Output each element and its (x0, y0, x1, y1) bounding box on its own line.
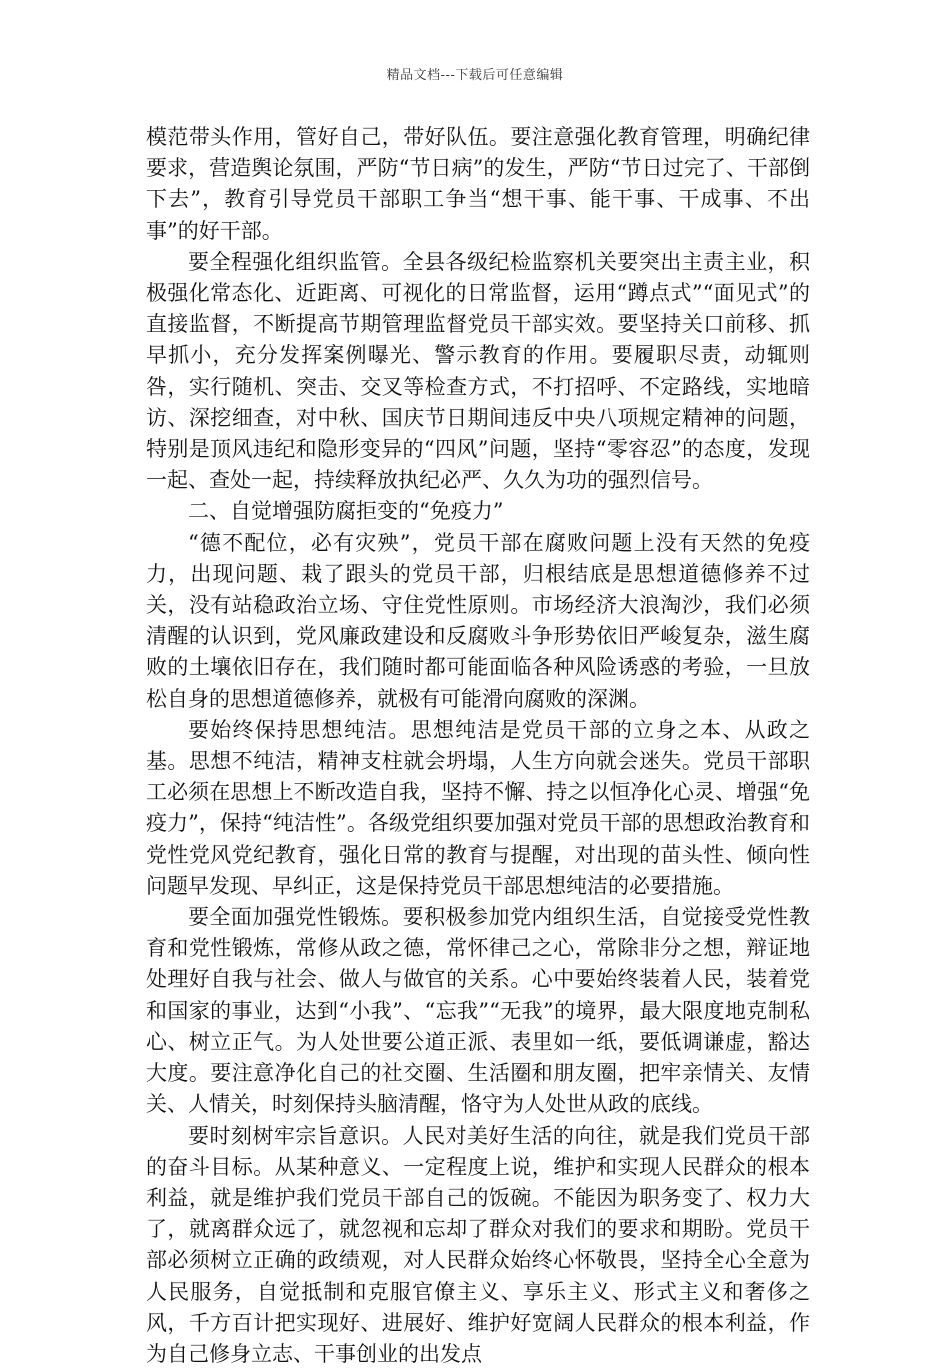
paragraph-organization-supervision: 要全程强化组织监管。全县各级纪检监察机关要突出主责主业，积极强化常态化、近距离、可视化的日常监督，运用“蹲点式”“面见式”的直接监督，不断提高节期管理监督党员干部实效。要坚持关口前移、抓早抓小，充分发挥案例曝光、警示教育的作用。要履职尽责，动辄则咎，实行随机、突击、交叉等检查方式，不打招呼、不定路线，实地暗访、深挖细查，对中秋、国庆节日期间违反中央八项规定精神的问题，特别是顶风违纪和隐形变异的“四风”问题，坚持“零容忍”的态度，发现一起、查处一起，持续释放执纪必严、久久为功的强烈信号。 (146, 247, 810, 497)
paragraph-party-spirit: 要全面加强党性锻炼。要积极参加党内组织生活，自觉接受党性教育和党性锻炼，常修从政之德，常怀律己之心，常除非分之想，辩证地处理好自我与社会、做人与做官的关系。心中要始终装着人民，装着党和国家的事业，达到“小我”、“忘我”“无我”的境界，最大限度地克制私心、树立正气。为人处世要公道正派、表里如一纸，要低调谦虚，豁达大度。要注意净化自己的社交圈、生活圈和朋友圈，把牢亲情关、友情关、人情关，时刻保持头脑清醒，恪守为人处世从政的底线。 (146, 902, 810, 1120)
section-heading-immunity: 二、自觉增强防腐拒变的“免疫力” (146, 496, 810, 527)
paragraph-pure-thought: 要始终保持思想纯洁。思想纯洁是党员干部的立身之本、从政之基。思想不纯洁，精神支柱就会坍塌，人生方向就会迷失。党员干部职工必须在思想上不断改造自我，坚持不懈、持之以恒净化心灵、增强“免疫力”，保持“纯洁性”。各级党组织要加强对党员干部的思想政治教育和党性党风党纪教育，强化日常的教育与提醒，对出现的苗头性、倾向性问题早发现、早纠正，这是保持党员干部思想纯洁的必要措施。 (146, 715, 810, 902)
document-body (146, 122, 810, 1370)
page-header: 精品文档---下载后可任意编辑 (0, 64, 950, 83)
paragraph-purpose-awareness: 要时刻树牢宗旨意识。人民对美好生活的向往，就是我们党员干部的奋斗目标。从某种意义、一定程度上说，维护和实现人民群众的根本利益，就是维护我们党员干部自己的饭碗。不能因为职务变了、权力大了，就离群众远了，就忽视和忘却了群众对我们的要求和期盼。党员干部必须树立正确的政绩观，对人民群众始终心怀敬畏，坚持全心全意为人民服务，自觉抵制和克服官僚主义、享乐主义、形式主义和奢侈之风，千方百计把实现好、进展好、维护好宽阔人民群众的根本利益，作为自己修身立志、干事创业的出发点 (146, 1121, 810, 1370)
paragraph-virtue: “德不配位，必有灾殃”，党员干部在腐败问题上没有天然的免疫力，出现问题、栽了跟头的党员干部，归根结底是思想道德修养不过关，没有站稳政治立场、守住党性原则。市场经济大浪淘沙，我们必须清醒的认识到，党风廉政建设和反腐败斗争形势依旧严峻复杂，滋生腐败的土壤依旧存在，我们随时都可能面临各种风险诱惑的考验，一旦放松自身的思想道德修养，就极有可能滑向腐败的深渊。 (146, 528, 810, 715)
paragraph-continued: 模范带头作用，管好自己，带好队伍。要注意强化教育管理，明确纪律要求，营造舆论氛围，严防“节日病”的发生，严防“节日过完了、干部倒下去”，教育引导党员干部职工争当“想干事、能干事、干成事、不出事”的好干部。 (146, 122, 810, 247)
